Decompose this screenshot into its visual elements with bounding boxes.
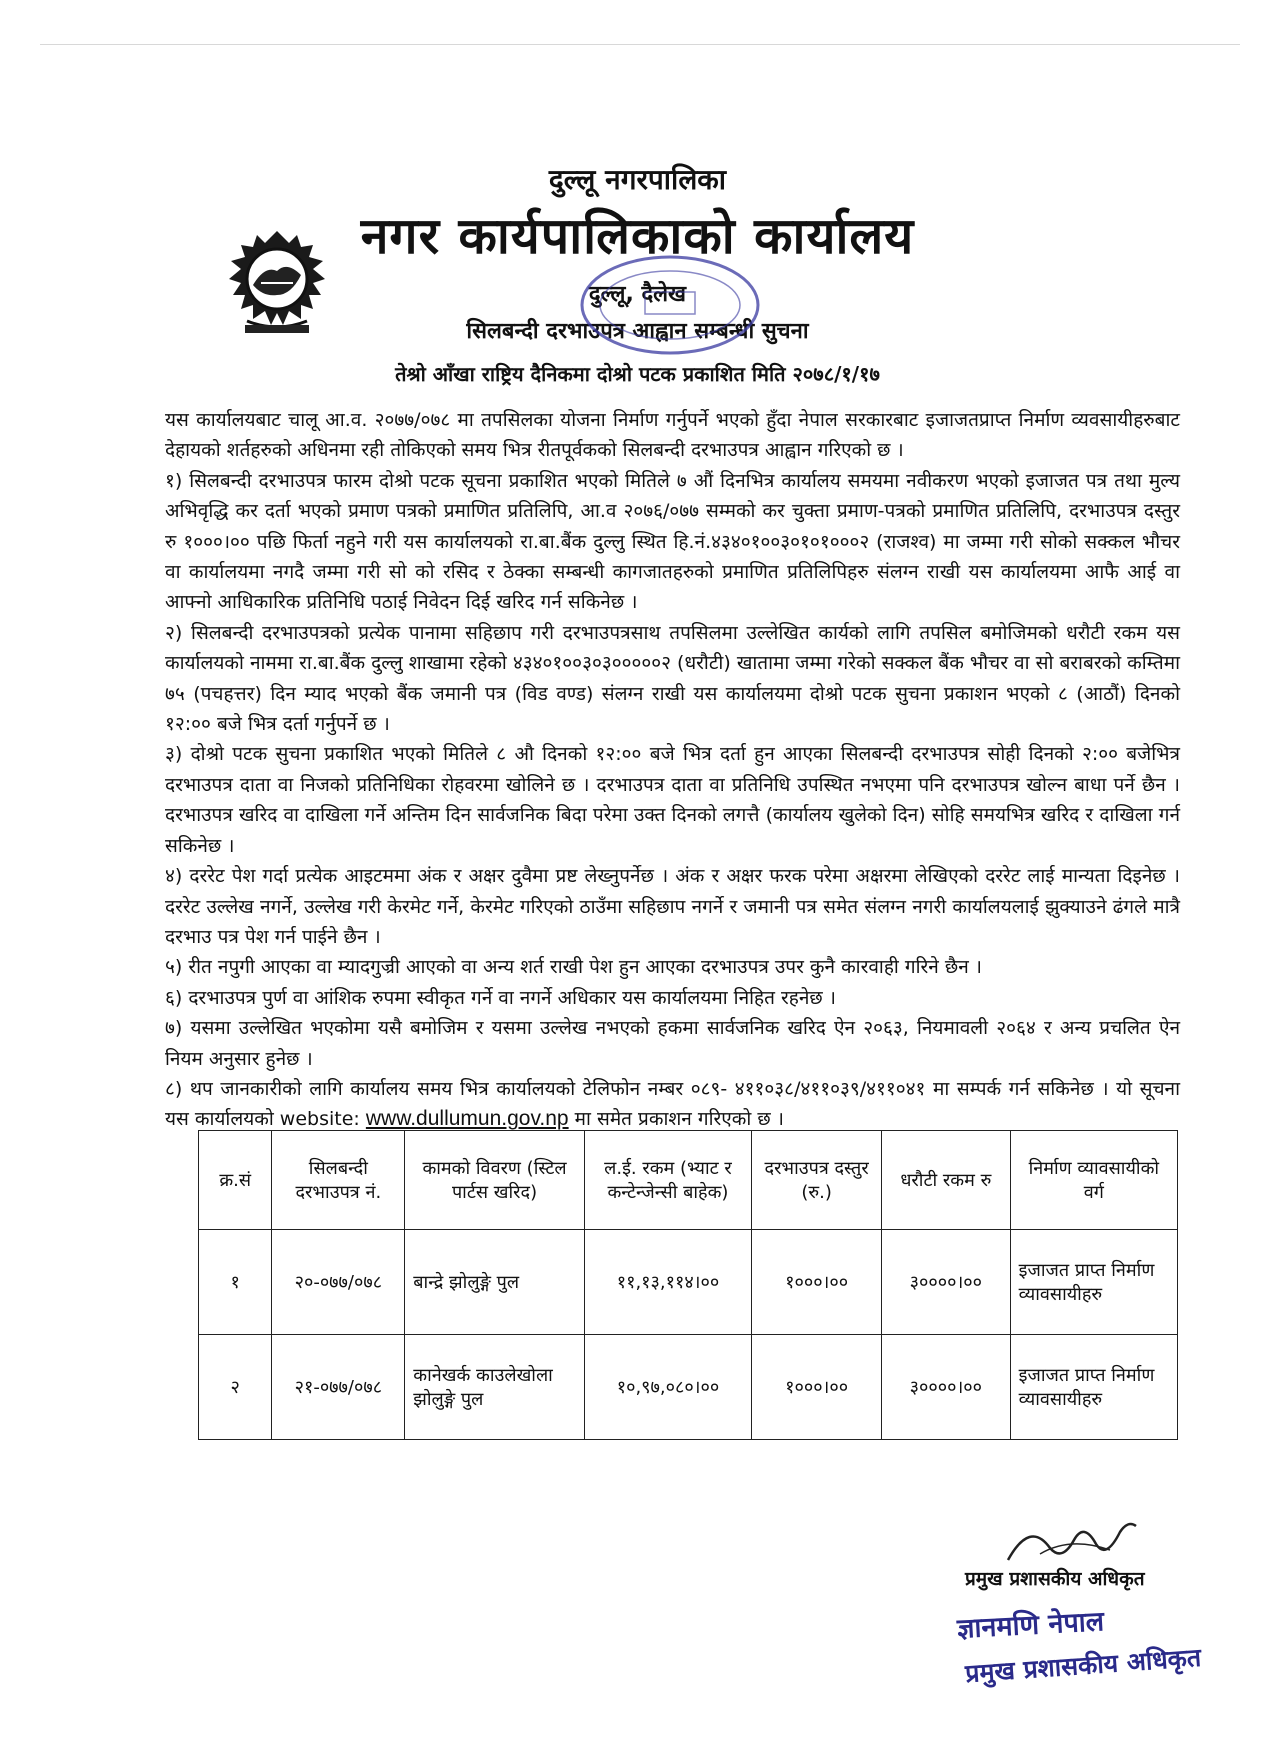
cell-deposit: ३००००।०० — [882, 1335, 1011, 1440]
col-header-deposit: धरौटी रकम रु — [882, 1131, 1011, 1230]
signatory-title: प्रमुख प्रशासकीय अधिकृत — [965, 1568, 1145, 1590]
cell-fee: १०००।०० — [752, 1230, 882, 1335]
tender-table — [198, 1130, 1178, 1440]
col-header-sn: क्र.सं — [199, 1131, 272, 1230]
cell-contractor-class: इजाजत प्राप्त निर्माण व्यावसायीहरु — [1010, 1335, 1177, 1440]
condition-item-7: ७) यसमा उल्लेखित भएकोमा यसै बमोजिम र यसमा उल्लेख नभएको हकमा सार्वजनिक खरिद ऐन २०६३, नियमावली २०६४ र अन्य प्रचलित ऐन नियम अनुसार हुनेछ । — [165, 1017, 1180, 1070]
item8-text: ८) थप जानकारीको लागि कार्यालय समय भित्र कार्यालयको टेलिफोन नम्बर ०८९- ४११०३८/४११०३९/४११०४१ मा सम्पर्क गर्न सकिनेछ । यो सूचना यस कार्यालयको website: — [165, 1077, 1180, 1131]
condition-item-3: ३) दोश्रो पटक सुचना प्रकाशित भएको मितिले ८ औ दिनको १२:०० बजे भित्र दर्ता हुन आएका सिलबन्दी दरभाउपत्र सोही दिनको २:०० बजेभित्र दरभाउपत्र दाता वा निजको प्रतिनिधिका रोहवरमा खोलिने छ । दरभाउपत्र दाता वा प्रतिनिधि उपस्थित नभएमा पनि दरभाउपत्र खोल्न बाधा पर्ने छैन । दरभाउपत्र खरिद वा दाखिला गर्ने अन्तिम दिन सार्वजनिक बिदा परेमा उक्त दिनको लगत्तै (कार्यालय खुलेको दिन) सोहि समयभित्र खरिद र दाखिला गर्न सकिनेछ । — [165, 743, 1181, 857]
table-header-row — [199, 1131, 1178, 1230]
col-header-fee: दरभाउपत्र दस्तुर (रु.) — [752, 1131, 882, 1230]
item8-suffix: मा समेत प्रकाशन गरिएको छ । — [574, 1108, 784, 1131]
cell-cost-estimate: १०,९७,०८०।०० — [584, 1335, 751, 1440]
intro-paragraph: यस कार्यालयबाट चालू आ.व. २०७७/०७८ मा तपसिलका योजना निर्माण गर्नुपर्ने भएको हुँदा नेपाल सरकारबाट इजाजतप्राप्त निर्माण व्यवसायीहरुबाट देहायको शर्तहरुको अधिनमा रही तोकिएको समय भित्र रीतपूर्वकको सिलबन्दी दरभाउपत्र आह्वान गरिएको छ । — [165, 409, 1180, 462]
condition-item-2: २) सिलबन्दी दरभाउपत्रको प्रत्येक पानामा सहिछाप गरी दरभाउपत्रसाथ तपसिलमा उल्लेखित कार्यको लागि तपसिल बमोजिमको धरौटी रकम यस कार्यालयको नाममा रा.बा.बैंक दुल्लु शाखामा रहेको ४३४०१००३०३०००००२ (धरौटी) खातामा जम्मा गरेको सक्कल बैंक भौचर वा सो बराबरको कम्तिमा ७५ (पचहत्तर) दिन म्याद भएको बैंक जमानी पत्र (विड वण्ड) संलग्न राखी यस कार्यालयमा दोश्रो पटक सुचना प्रकाशन भएको ८ (आठौं) दिनको १२:०० बजे भित्र दर्ता गर्नुपर्ने छ । — [165, 621, 1180, 736]
condition-item-6: ६) दरभाउपत्र पुर्ण वा आंशिक रुपमा स्वीकृत गर्ने वा नगर्ने अधिकार यस कार्यालयमा निहित रहनेछ । — [165, 986, 836, 1009]
cell-deposit: ३००००।०० — [882, 1230, 1011, 1335]
condition-item-1: १) सिलबन्दी दरभाउपत्र फारम दोश्रो पटक सूचना प्रकाशित भएको मितिले ७ औं दिनभित्र कार्यालय समयमा नवीकरण भएको इजाजत पत्र तथा मुल्य अभिवृद्धि कर दर्ता भएको प्रमाण पत्रको प्रमाणित प्रतिलिपि, आ.व २०७६/०७७ सम्मको कर चुक्ता प्रमाण-पत्रको प्रमाणित प्रतिलिपि, दरभाउपत्र दस्तुर रु १०००।०० पछि फिर्ता नहुने गरी यस कार्यालयको रा.बा.बैंक दुल्लु स्थित हि.नं.४३४०१००३०१०१०००२ (राजश्व) मा जम्मा गरी सोको सक्कल भौचर वा कार्यालयमा नगदै जम्मा गरी सो को रसिद र ठेक्का सम्बन्धी कागजातहरुको प्रमाणित प्रतिलिपिहरु संलग्न राखी यस कार्यालयमा आफै आई वा आफ्नो आधिकारिक प्रतिनिधि पठाई निवेदन दिई खरिद गर्न सकिनेछ । — [165, 469, 1180, 614]
page-top-rule — [40, 44, 1240, 45]
condition-item-8 — [165, 1074, 1180, 1135]
cell-bid-no: २१-०७७/०७८ — [272, 1335, 405, 1440]
table-row — [199, 1230, 1178, 1335]
cell-sn: २ — [199, 1335, 272, 1440]
municipality-name: दुल्लू नगरपालिका — [548, 163, 727, 196]
cell-bid-no: २०-०७७/०७८ — [272, 1230, 405, 1335]
condition-item-5: ५) रीत नपुगी आएका वा म्यादगुज्री आएको वा अन्य शर्त राखी पेश हुन आएका दरभाउपत्र उपर कुनै कारवाही गरिने छैन । — [165, 956, 982, 979]
office-location: दुल्लू, दैलेख — [588, 282, 687, 307]
seal-name: ज्ञानमणि नेपाल — [956, 1606, 1105, 1645]
cell-sn: १ — [199, 1230, 272, 1335]
cell-description: कानेखर्क काउलेखोला झोलुङ्गे पुल — [405, 1335, 585, 1440]
office-title: नगर कार्यपालिकाको कार्यालय — [360, 207, 915, 265]
cell-contractor-class: इजाजत प्राप्त निर्माण व्यावसायीहरु — [1010, 1230, 1177, 1335]
cell-description: बान्द्रे झोलुङ्गे पुल — [405, 1230, 585, 1335]
col-header-contractor-class: निर्माण व्यावसायीको वर्ग — [1010, 1131, 1177, 1230]
col-header-cost-estimate: ल.ई. रकम (भ्याट र कन्टेन्जेन्सी बाहेक) — [584, 1131, 751, 1230]
signature-icon — [1000, 1510, 1140, 1570]
publication-line: तेश्रो आँखा राष्ट्रिय दैनिकमा दोश्रो पटक प्रकाशित मिति २०७८/१/१७ — [395, 362, 880, 386]
table-row — [199, 1335, 1178, 1440]
seal-title: प्रमुख प्रशासकीय अधिकृत — [964, 1642, 1202, 1689]
col-header-description: कामको विवरण (स्टिल पार्टस खरिद) — [405, 1131, 585, 1230]
cell-cost-estimate: ११,१३,११४।०० — [584, 1230, 751, 1335]
cell-fee: १०००।०० — [752, 1335, 882, 1440]
col-header-bid-no: सिलबन्दी दरभाउपत्र नं. — [272, 1131, 405, 1230]
condition-item-4: ४) दररेट पेश गर्दा प्रत्येक आइटममा अंक र अक्षर दुवैमा प्रष्ट लेख्नुपर्नेछ । अंक र अक्षर फरक परेमा अक्षरमा लेखिएको दररेट लाई मान्यता दिइनेछ । दररेट उल्लेख नगर्ने, उल्लेख गरी केरमेट गर्ने, केरमेट गरिएको ठाउँमा सहिछाप नगर्ने र जमानी पत्र समेत संलग्न नगरी कार्यालयलाई झुक्याउने ढंगले मात्रै दरभाउ पत्र पेश गर्न पाईने छैन । — [165, 865, 1180, 948]
notice-body — [165, 405, 1180, 1135]
office-stamp-icon — [575, 250, 765, 360]
website-link[interactable]: www.dullumun.gov.np — [365, 1107, 569, 1131]
notice-subject: सिलबन्दी दरभाउपत्र आह्वान सम्बन्धी सुचना — [466, 319, 809, 344]
